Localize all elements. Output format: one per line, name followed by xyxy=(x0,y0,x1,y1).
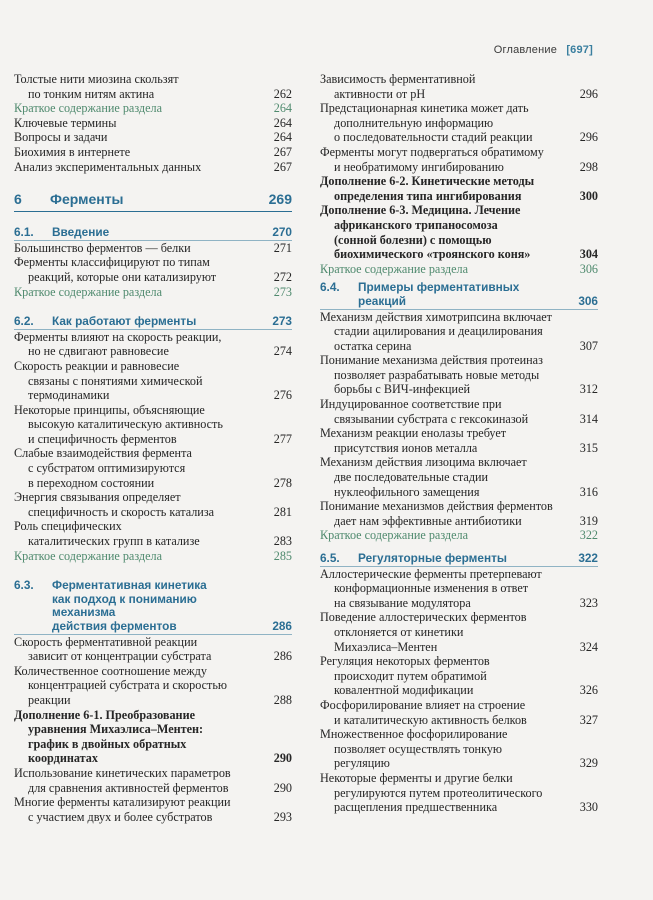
section xyxy=(14,579,292,824)
section-page: 322 xyxy=(578,551,598,565)
toc-entry-line: Многие ферменты катализируют реакции xyxy=(14,795,231,810)
toc-summary-entry[interactable] xyxy=(14,285,292,300)
chapter-heading[interactable] xyxy=(14,188,292,212)
toc-entry[interactable] xyxy=(320,426,598,455)
toc-page-number: 315 xyxy=(579,440,598,455)
toc-page-number: 264 xyxy=(273,101,292,116)
toc-entry-line: Краткое содержание раздела xyxy=(14,284,163,299)
toc-entry[interactable] xyxy=(14,160,292,175)
section-number: 6.2. xyxy=(14,314,34,329)
toc-page-number: 290 xyxy=(273,780,292,795)
section xyxy=(320,281,598,543)
section-heading[interactable] xyxy=(320,552,598,566)
toc-page-number: 283 xyxy=(273,534,292,549)
toc-entry-line: Скорость ферментативной реакции xyxy=(14,634,198,649)
toc-entry-line: дополнительную информацию xyxy=(334,115,494,130)
section-heading[interactable] xyxy=(320,281,598,308)
toc-entry[interactable] xyxy=(14,490,292,519)
toc-page-number: 278 xyxy=(273,475,292,490)
toc-entry-line: Механизм действия химотрипсина включает xyxy=(320,309,552,324)
toc-entry[interactable] xyxy=(320,310,598,354)
toc-entry-line: происходит путем обратимой xyxy=(334,668,487,683)
toc-entry-line: Толстые нити миозина скользят xyxy=(14,72,179,86)
toc-summary-entry[interactable] xyxy=(14,101,292,116)
toc-entry-line: биохимического «троянского коня» xyxy=(334,247,531,262)
toc-entry-line: Механизм реакции енолазы требует xyxy=(320,426,507,441)
toc-page-number: 267 xyxy=(273,144,292,159)
toc-entry[interactable] xyxy=(14,403,292,447)
toc-entry[interactable] xyxy=(320,101,598,145)
toc-page-number: 288 xyxy=(273,692,292,707)
toc-summary-entry[interactable] xyxy=(320,528,598,543)
toc-entry[interactable] xyxy=(320,203,598,261)
toc-entry[interactable] xyxy=(14,635,292,664)
header-label: Оглавление xyxy=(493,44,558,56)
toc-page-number: 281 xyxy=(273,504,292,519)
toc-entry-line: Энергия связывания определяет xyxy=(14,490,181,505)
toc-page-number: 264 xyxy=(273,115,292,130)
toc-page-number: 273 xyxy=(273,284,292,299)
section-page: 270 xyxy=(272,225,292,240)
toc-entry-line: Дополнение 6-3. Медицина. Лечение xyxy=(320,203,521,218)
toc-entry-line: с участием двух и более субстратов xyxy=(28,809,213,824)
toc-entry-line: Механизм действия лизоцима включает xyxy=(320,455,527,470)
toc-entry[interactable] xyxy=(14,330,292,359)
toc-page-number: 312 xyxy=(579,382,598,397)
section xyxy=(320,552,598,815)
toc-entry-line: остатка серина xyxy=(334,338,412,353)
toc-page-number: 272 xyxy=(273,269,292,284)
toc-entry[interactable] xyxy=(320,698,598,727)
toc-entry-line: Краткое содержание раздела xyxy=(14,548,163,563)
toc-page-number: 285 xyxy=(273,548,292,563)
toc-entry-line: Дополнение 6-1. Преобразование xyxy=(14,707,196,722)
toc-entry-line: Ферменты могут подвергаться обратимому xyxy=(320,144,544,159)
toc-page-number: 293 xyxy=(273,809,292,824)
toc-entry-line: Вопросы и задачи xyxy=(14,130,108,145)
toc-page-number: 329 xyxy=(579,756,598,771)
chapter-number: 6 xyxy=(14,191,22,208)
toc-entry-line: и необратимому ингибированию xyxy=(334,159,504,174)
toc-page-number: 262 xyxy=(273,86,292,101)
toc-entry-line: Роль специфических xyxy=(14,519,122,534)
section-page: 306 xyxy=(578,293,598,308)
chapter-title: Ферменты xyxy=(50,191,124,208)
running-header xyxy=(494,44,593,56)
toc-entry[interactable] xyxy=(14,664,292,708)
toc-entry[interactable] xyxy=(14,130,292,145)
toc-entry-line: Краткое содержание раздела xyxy=(320,528,469,543)
toc-entry-line: концентрацией субстрата и скоростью xyxy=(28,678,228,693)
toc-entry[interactable] xyxy=(14,795,292,824)
toc-entry-line: с субстратом оптимизируются xyxy=(28,461,186,476)
toc-entry-line: зависит от концентрации субстрата xyxy=(28,649,212,664)
toc-entry[interactable] xyxy=(14,72,292,101)
toc-entry-line: Зависимость ферментативной xyxy=(320,72,476,86)
section-page: 273 xyxy=(272,314,292,329)
toc-entry-line: Скорость реакции и равновесие xyxy=(14,358,180,373)
toc-entry-line: стадии ацилирования и деацилирования xyxy=(334,324,543,339)
section-heading[interactable] xyxy=(14,579,292,633)
toc-page-number: 314 xyxy=(579,411,598,426)
toc-entry-line: но не сдвигают равновесие xyxy=(28,344,169,359)
toc-entry-line: позволяет осуществлять тонкую xyxy=(334,741,503,756)
section-entries xyxy=(14,330,292,564)
header-page-number: [697] xyxy=(566,44,593,56)
toc-page-number: 307 xyxy=(579,338,598,353)
toc-entry-line: регуляцию xyxy=(334,756,390,771)
toc-entry-line: Ключевые термины xyxy=(14,115,117,130)
toc-entry-line: Краткое содержание раздела xyxy=(14,101,163,116)
toc-page-number: 323 xyxy=(579,595,598,610)
toc-entry-line: активности от pH xyxy=(334,86,426,101)
section-entries xyxy=(320,567,598,815)
toc-entry-line: координатах xyxy=(28,751,98,766)
toc-page-number: 316 xyxy=(579,484,598,499)
toc-summary-entry[interactable] xyxy=(320,262,598,277)
toc-entry-line: Индуцированное соответствие при xyxy=(320,397,502,412)
toc-page-number: 298 xyxy=(579,159,598,174)
toc-page-number: 271 xyxy=(273,240,292,255)
toc-entry[interactable] xyxy=(14,766,292,795)
toc-page-number: 286 xyxy=(273,649,292,664)
toc-entry[interactable] xyxy=(14,708,292,766)
toc-entry-line: дает нам эффективные антибиотики xyxy=(334,513,522,528)
toc-entry-line: Понимание механизмов действия ферментов xyxy=(320,499,553,514)
section xyxy=(14,315,292,563)
toc-entry-line: Дополнение 6-2. Кинетические методы xyxy=(320,174,535,189)
toc-entry-line: присутствия ионов металла xyxy=(334,440,478,455)
toc-page-number: 264 xyxy=(273,130,292,145)
toc-page-number: 330 xyxy=(579,800,598,815)
section-heading[interactable] xyxy=(14,226,292,240)
toc-entry-line: (сонной болезни) с помощью xyxy=(334,232,492,247)
toc-page-number: 290 xyxy=(273,751,292,766)
toc-page-number: 304 xyxy=(579,247,598,262)
toc-entry[interactable] xyxy=(14,446,292,490)
toc-entry-line: Биохимия в интернете xyxy=(14,144,131,159)
toc-entry-line: определения типа ингибирования xyxy=(334,188,522,203)
toc-entry[interactable] xyxy=(14,359,292,403)
toc-entry[interactable] xyxy=(14,241,292,256)
section-title-line: Примеры ферментативных реакций xyxy=(358,280,520,308)
toc-entry[interactable] xyxy=(14,519,292,548)
toc-entry-line: Некоторые ферменты и другие белки xyxy=(320,770,513,785)
section-title-line: Ферментативная кинетика xyxy=(52,578,207,593)
toc-entry-line: конформационные изменения в ответ xyxy=(334,581,529,596)
toc-entry[interactable] xyxy=(320,72,598,101)
toc-page-number: 267 xyxy=(273,159,292,174)
section-number: 6.4. xyxy=(320,280,340,295)
toc-entry-line: связаны с понятиями химической xyxy=(28,373,203,388)
section xyxy=(14,226,292,299)
toc-entry-line: отклоняется от кинетики xyxy=(334,624,464,639)
toc-entry-line: ковалентной модификации xyxy=(334,683,474,698)
toc-entry[interactable] xyxy=(320,397,598,426)
toc-entry-line: Ферменты классифицируют по типам xyxy=(14,255,210,270)
toc-entry-line: две последовательные стадии xyxy=(334,470,489,485)
toc-group xyxy=(14,72,292,174)
toc-right-column xyxy=(320,72,598,815)
section-entries xyxy=(14,635,292,825)
toc-entry-line: реакции xyxy=(28,692,71,707)
toc-left-column xyxy=(14,72,292,824)
toc-entry-line: термодинамики xyxy=(28,388,110,403)
toc-entry-line: в переходном состоянии xyxy=(28,475,155,490)
toc-entry-line: нуклеофильного замещения xyxy=(334,484,480,499)
section-title-line: Введение xyxy=(52,225,110,240)
section-title-line: Регуляторные ферменты xyxy=(358,551,507,565)
toc-entry-line: график в двойных обратных xyxy=(28,736,187,751)
toc-entry[interactable] xyxy=(320,771,598,815)
section-title-line: Как работают ферменты xyxy=(52,314,197,329)
toc-entry-line: Использование кинетических параметров xyxy=(14,765,231,780)
toc-entry-line: для сравнения активностей ферментов xyxy=(28,780,229,795)
toc-entry[interactable] xyxy=(320,727,598,771)
toc-entry[interactable] xyxy=(320,174,598,203)
toc-entry-line: Поведение аллостерических ферментов xyxy=(320,610,527,625)
toc-page-number: 274 xyxy=(273,344,292,359)
toc-page-number: 296 xyxy=(579,86,598,101)
toc-group xyxy=(320,72,598,276)
section-number: 6.3. xyxy=(14,578,34,593)
toc-page-number: 327 xyxy=(579,712,598,727)
toc-entry-line: Понимание механизма действия протеиназ xyxy=(320,353,543,368)
toc-entry-line: Михаэлиса–Ментен xyxy=(334,639,438,654)
toc-entry-line: реакций, которые они катализируют xyxy=(28,269,217,284)
toc-entry[interactable] xyxy=(320,353,598,397)
toc-entry-line: Большинство ферментов — белки xyxy=(14,240,191,255)
toc-entry-line: Слабые взаимодействия фермента xyxy=(14,446,192,461)
toc-entry-line: Предстационарная кинетика может дать xyxy=(320,101,529,116)
toc-page-number: 319 xyxy=(579,513,598,528)
toc-entry-line: Количественное соотношение между xyxy=(14,663,207,678)
toc-page-number: 300 xyxy=(579,188,598,203)
toc-entry[interactable] xyxy=(320,610,598,654)
section-entries xyxy=(14,241,292,299)
toc-entry-line: о последовательности стадий реакции xyxy=(334,130,533,145)
toc-entry[interactable] xyxy=(320,145,598,174)
toc-page-number: 277 xyxy=(273,431,292,446)
toc-entry-line: расщепления предшественника xyxy=(334,800,498,815)
toc-entry-line: Анализ экспериментальных данных xyxy=(14,159,202,174)
toc-entry[interactable] xyxy=(320,499,598,528)
toc-entry-line: Фосфорилирование влияет на строение xyxy=(320,697,526,712)
toc-page-number: 326 xyxy=(579,683,598,698)
toc-page-number: 324 xyxy=(579,639,598,654)
toc-entry-line: каталитических групп в катализе xyxy=(28,534,200,549)
toc-entry-line: связывании субстрата с гексокиназой xyxy=(334,411,529,426)
toc-entry-line: Аллостерические ферменты претерпевают xyxy=(320,566,542,581)
toc-entry[interactable] xyxy=(14,116,292,131)
toc-entry[interactable] xyxy=(320,654,598,698)
toc-entry-line: Ферменты влияют на скорость реакции, xyxy=(14,329,222,344)
toc-page-number: 296 xyxy=(579,130,598,145)
toc-entry-line: по тонким нитям актина xyxy=(28,86,155,101)
toc-entry-line: регулируются путем протеолитического xyxy=(334,785,543,800)
toc-entry-line: борьбы с ВИЧ-инфекцией xyxy=(334,382,470,397)
toc-entry-line: Некоторые принципы, объясняющие xyxy=(14,402,205,417)
section-title-line: как подход к пониманию механизма xyxy=(52,591,197,620)
section-number: 6.5. xyxy=(320,551,340,565)
toc-page-number: 322 xyxy=(579,528,598,543)
toc-entry-line: и каталитическую активность белков xyxy=(334,712,527,727)
toc-page-number: 306 xyxy=(579,261,598,276)
section-page: 286 xyxy=(272,619,292,633)
toc-entry-line: Краткое содержание раздела xyxy=(320,261,469,276)
section-heading[interactable] xyxy=(14,315,292,329)
toc-entry-line: позволяет разрабатывать новые методы xyxy=(334,367,540,382)
toc-entry-line: специфичность и скорость катализа xyxy=(28,504,215,519)
toc-entry[interactable] xyxy=(14,255,292,284)
toc-entry-line: высокую каталитическую активность xyxy=(28,417,223,432)
toc-entry[interactable] xyxy=(320,455,598,499)
toc-entry-line: африканского трипаносомоза xyxy=(334,217,498,232)
toc-entry-line: на связывание модулятора xyxy=(334,595,471,610)
toc-page-number: 276 xyxy=(273,388,292,403)
toc-entry[interactable] xyxy=(14,145,292,160)
section-entries xyxy=(320,310,598,544)
toc-summary-entry[interactable] xyxy=(14,549,292,564)
toc-entry-line: Регуляция некоторых ферментов xyxy=(320,654,490,669)
toc-entry-line: и специфичность ферментов xyxy=(28,431,177,446)
section-title-line: действия ферментов xyxy=(52,619,177,633)
section-number: 6.1. xyxy=(14,225,34,240)
toc-entry-line: Множественное фосфорилирование xyxy=(320,727,508,742)
toc-entry[interactable] xyxy=(320,567,598,611)
chapter-page: 269 xyxy=(268,191,292,208)
toc-entry-line: уравнения Михаэлиса–Ментен: xyxy=(28,722,204,737)
